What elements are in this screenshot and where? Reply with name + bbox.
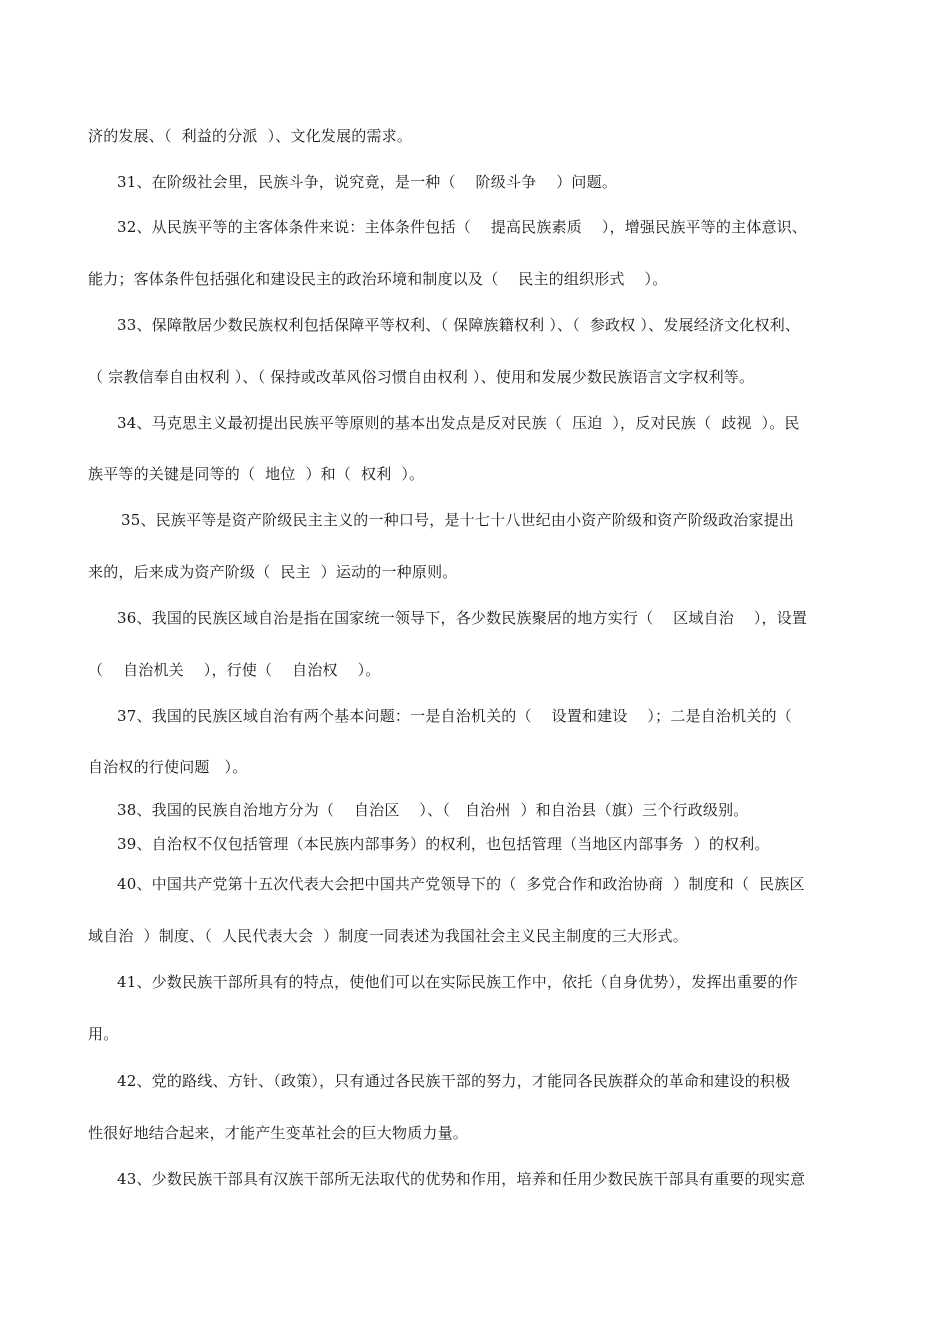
text-line: 族平等的关键是同等的（ 地位 ）和（ 权利 ）。 [88, 465, 425, 483]
text-line: 43、少数民族干部具有汉族干部所无法取代的优势和作用，培养和任用少数民族干部具有重要的现实意 [117, 1170, 806, 1188]
text-line: 38、我国的民族自治地方分为（ 自治区 ）、（ 自治州 ）和自治县（旗）三个行政级别。 [117, 801, 749, 819]
text-line: 域自治 ）制度、（ 人民代表大会 ）制度一同表述为我国社会主义民主制度的三大形式。 [88, 927, 688, 945]
text-line: 40、中国共产党第十五次代表大会把中国共产党领导下的（ 多党合作和政治协商 ）制度和（ 民族区 [117, 875, 805, 893]
text-line: 31、在阶级社会里，民族斗争，说究竟，是一种（ 阶级斗争 ）问题。 [117, 173, 618, 191]
text-line: 用。 [88, 1025, 119, 1043]
text-line: 33、保障散居少数民族权利包括保障平等权利、（ 保障族籍权利 ）、（ 参政权 ）、发展经济文化权利、 [117, 316, 801, 334]
text-line: 39、自治权不仅包括管理（本民族内部事务）的权利，也包括管理（当地区内部事务 ）的权利。 [117, 835, 770, 853]
text-line: 32、从民族平等的主客体条件来说：主体条件包括（ 提高民族素质 ），增强民族平等的主体意识、 [117, 218, 808, 236]
text-line: 35、民族平等是资产阶级民主主义的一种口号，是十七十八世纪由小资产阶级和资产阶级政治家提出 [121, 511, 795, 529]
text-line: 37、我国的民族区域自治有两个基本问题：一是自治机关的（ 设置和建设 ）；二是自治机关的（ [117, 707, 792, 725]
text-line: 能力；客体条件包括强化和建设民主的政治环境和制度以及（ 民主的组织形式 ）。 [88, 270, 668, 288]
text-line: 36、我国的民族区域自治是指在国家统一领导下，各少数民族聚居的地方实行（ 区域自治 ），设置 [117, 609, 808, 627]
text-line: 34、马克思主义最初提出民族平等原则的基本出发点是反对民族（ 压迫 ），反对民族（ 歧视 ）。民 [117, 414, 800, 432]
text-line: 来的，后来成为资产阶级（ 民主 ）运动的一种原则。 [88, 563, 458, 581]
text-line: 41、少数民族干部所具有的特点，使他们可以在实际民族工作中，依托（自身优势），发挥出重要的作 [117, 973, 798, 991]
text-line: （ 自治机关 ），行使（ 自治权 ）。 [88, 661, 381, 679]
text-line: 性很好地结合起来，才能产生变革社会的巨大物质力量。 [88, 1124, 469, 1142]
text-line: 济的发展、（ 利益的分派 ）、文化发展的需求。 [88, 127, 413, 145]
text-line: 自治权的行使问题 ）。 [88, 758, 248, 776]
text-line: 42、党的路线、方针、（政策），只有通过各民族干部的努力，才能同各民族群众的革命和建设的积极 [117, 1072, 791, 1090]
text-line: （ 宗教信奉自由权利 ）、（ 保持或改革风俗习惯自由权利 ）、使用和发展少数民族语言文字权利等。 [88, 368, 755, 386]
